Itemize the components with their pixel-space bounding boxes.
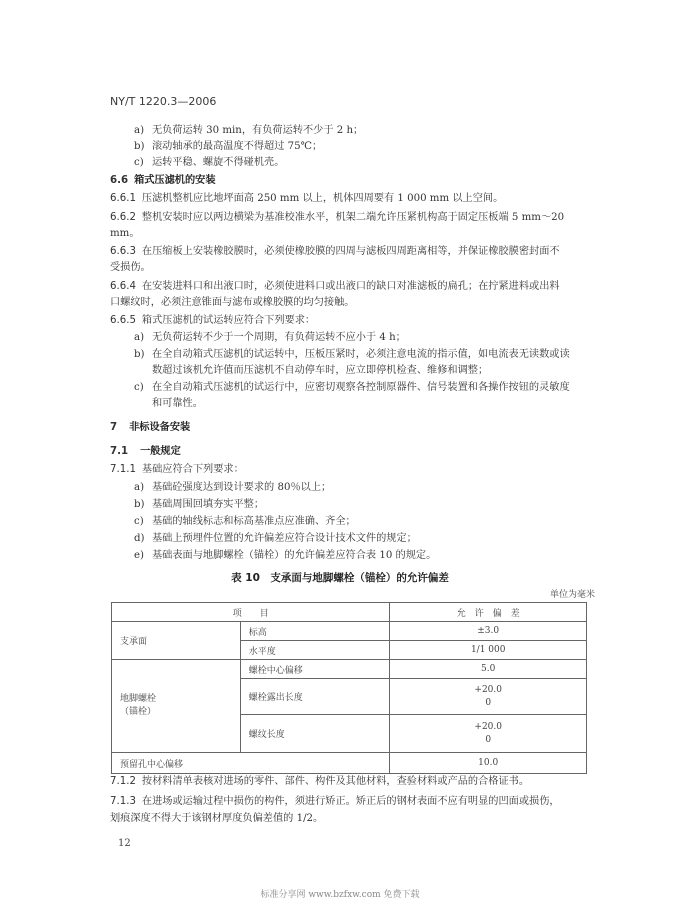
table-group-label: 支承面 [112, 622, 241, 660]
table-cell: 螺栓露出长度 [240, 679, 390, 715]
clause-6-6-5: 6.6.5 箱式压滤机的试运转应符合下列要求： [110, 315, 316, 326]
table-cell: 水平度 [240, 641, 390, 660]
clause-7-1-3: 7.1.3 在进场或运输过程中损伤的构件，须进行矫正。矫正后的钢材表面不应有明显的凹面或损伤， [110, 796, 560, 807]
clause-7-1-1: 7.1.1 基础应符合下列要求： [110, 464, 244, 475]
list-item-cont: 和可靠性。 [152, 398, 203, 409]
table-header-row [112, 603, 587, 622]
list-item: a) 基础砼强度达到设计要求的 80％以上； [134, 482, 332, 493]
clause-6-6-3-cont: 受损伤。 [110, 262, 151, 273]
table-caption: 表 10 支承面与地脚螺栓（锚栓）的允许偏差 [231, 572, 449, 584]
tolerance-lower: 0 [485, 697, 492, 708]
tolerance-lower: 0 [485, 734, 492, 745]
clause-6-6-3: 6.6.3 在压缩板上安装橡胶膜时，必须使橡胶膜的四周与滤板四周距离相等，并保证橡胶膜密封面不 [110, 246, 560, 257]
table-unit: 单位为毫米 [549, 590, 595, 600]
table-row [112, 753, 587, 774]
table-row [112, 622, 587, 641]
table-cell: 螺纹长度 [240, 715, 390, 753]
list-item-cont: 数超过该机允许值而压滤机不自动停车时，应立即停机检查、维修和调整； [152, 365, 489, 376]
table-cell: 预留孔中心偏移 [112, 753, 390, 774]
clause-6-6-2: 6.6.2 整机安装时应以两边横梁为基准校准水平，机架二端允许压紧机构高于固定压板端 5 mm～20 [110, 212, 565, 223]
list-item: c) 在全自动箱式压滤机的试运行中，应密切观察各控制原器件、信号装置和各操作按钮的灵敏度 [134, 382, 570, 393]
list-item: c) 基础的轴线标志和标高基准点应准确、齐全； [134, 516, 356, 527]
watermark-footer: 标准分享网 www.bzfxw.com 免费下载 [260, 890, 420, 900]
list-item: a) 无负荷运转不少于一个周期，有负荷运转不应小于 4 h； [134, 332, 406, 343]
table-cell: 10.0 [390, 753, 587, 774]
tolerance-upper: +20.0 [474, 721, 502, 732]
clause-6-6-4: 6.6.4 在安装进料口和出液口时，必须使进料口或出液口的缺口对准滤板的扁孔；在拧紧进料或出料 [110, 281, 560, 292]
list-item: d) 基础上预埋件位置的允许偏差应符合设计技术文件的规定； [134, 533, 417, 544]
list-item: b) 滚动轴承的最高温度不得超过 75℃； [134, 141, 323, 152]
list-item: b) 基础周围回填夯实平整； [134, 499, 265, 510]
section-heading: 7.1 一般规定 [110, 446, 181, 457]
list-item: b) 在全自动箱式压滤机的试运转中，压板压紧时，必须注意电流的指示值，如电流表无读数或读 [134, 349, 570, 360]
table-group-label-line1: 地脚螺栓 [120, 694, 157, 704]
list-item: c) 运转平稳、螺旋不得碰机壳。 [134, 157, 285, 168]
section-heading: 6.6 箱式压滤机的安装 [110, 175, 216, 186]
table-cell: 1/1 000 [390, 641, 587, 660]
table-head-item: 项 目 [112, 603, 390, 622]
table-cell [390, 715, 587, 753]
standard-header: NY/T 1220.3—2006 [110, 95, 217, 108]
clause-6-6-1: 6.6.1 压滤机整机应比地坪面高 250 mm 以上，机体四周要有 1 000 mm 以上空间。 [110, 193, 504, 204]
clause-6-6-2-cont: mm。 [110, 228, 140, 239]
table-row [112, 660, 587, 679]
chapter-heading: 7 非标设备安装 [110, 422, 191, 433]
table-cell: 螺栓中心偏移 [240, 660, 390, 679]
tolerance-table [111, 602, 587, 774]
table-cell: 标高 [240, 622, 390, 641]
tolerance-upper: +20.0 [474, 684, 502, 695]
clause-7-1-3-cont: 划痕深度不得大于该钢材厚度负偏差值的 1/2。 [110, 813, 324, 824]
page-number: 12 [118, 838, 131, 849]
table-cell: ±3.0 [390, 622, 587, 641]
table-group-label-line2: （锚栓） [120, 707, 157, 717]
table-group-label [112, 660, 241, 753]
clause-6-6-4-cont: 口螺纹时，必须注意锥面与滤布或橡胶膜的均匀接触。 [110, 297, 355, 308]
list-item: a) 无负荷运转 30 min，有负荷运转不少于 2 h； [134, 125, 364, 136]
clause-7-1-2: 7.1.2 按材料清单表核对进场的零件、部件、构件及其他材料，查验材料或产品的合格证书。 [110, 776, 530, 787]
list-item: e) 基础表面与地脚螺栓（锚栓）的允许偏差应符合表 10 的规定。 [134, 550, 437, 561]
table-head-tolerance: 允 许 偏 差 [390, 603, 587, 622]
table-cell: 5.0 [390, 660, 587, 679]
table-cell [390, 679, 587, 715]
